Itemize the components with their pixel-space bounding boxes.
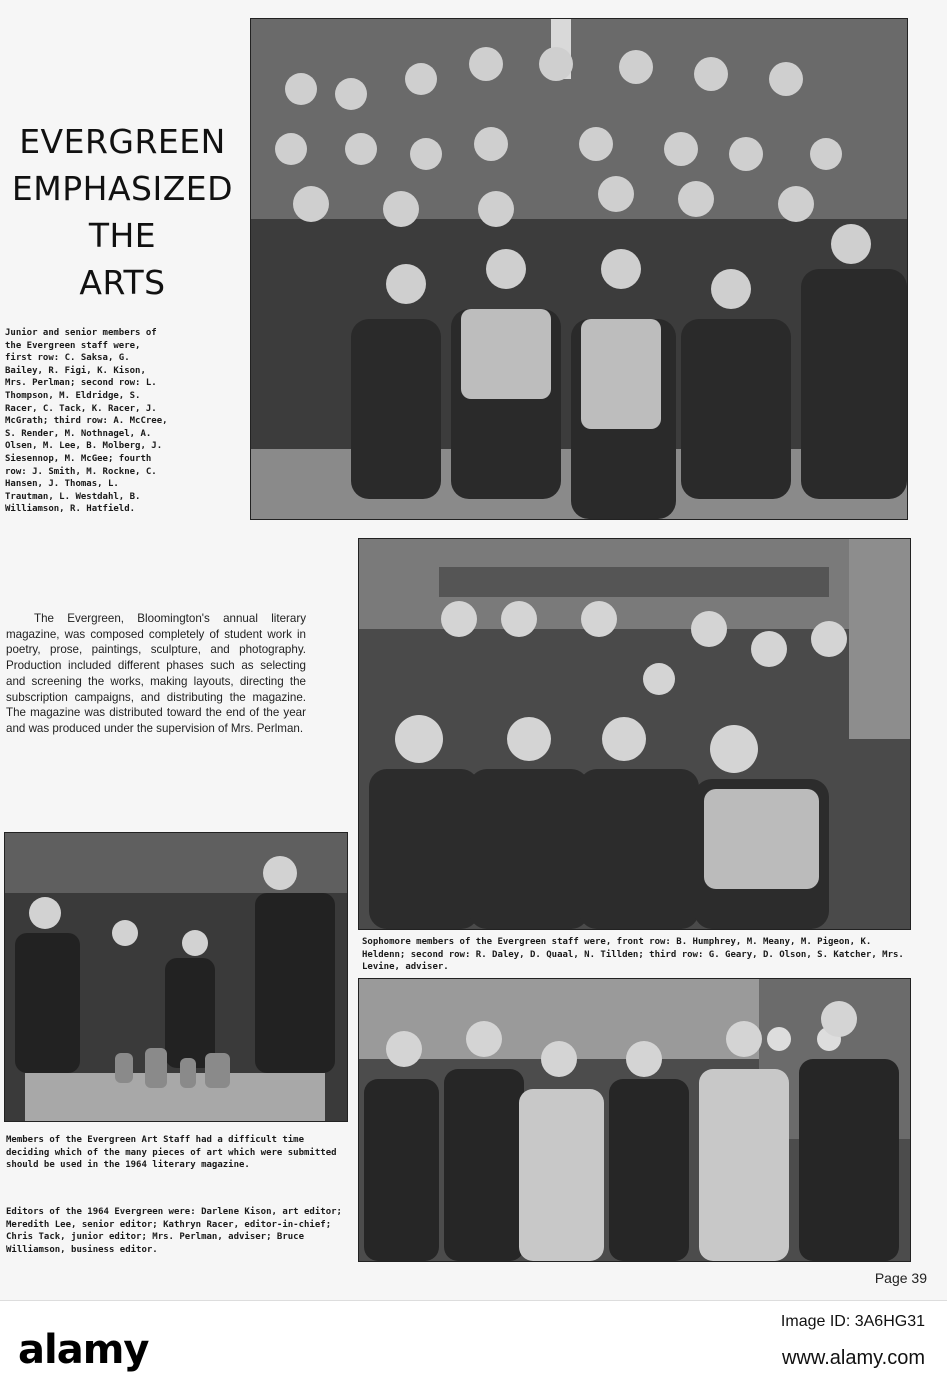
- alamy-logo: alamy: [18, 1327, 149, 1373]
- headline-line-1: EVERGREEN: [19, 122, 226, 161]
- body-paragraph: The Evergreen, Bloomington's annual literary magazine, was composed completely of student work in poetry, prose, paintings, sculpture, and photography. Production included different phases such as selecting and screening the works, making layouts, directing the subscription campaigns, and distributing the magazine. The magazine was distributed toward the end of the year and was produced under the supervision of Mrs. Perlman.: [6, 612, 306, 735]
- stock-footer: [0, 1300, 947, 1391]
- page-number: Page 39: [874, 1270, 927, 1286]
- headline-line-3: THE: [88, 216, 157, 255]
- sophomore-caption: Sophomore members of the Evergreen staff were, front row: B. Humphrey, M. Meany, M. Pigeon, K. Heldenn; second row: R. Daley, D. Quaal, N. Tillden; third row: G. Geary, D. Olson, S. Katcher, Mrs. Levine, adviser.: [362, 937, 904, 973]
- headline-line-4: ARTS: [79, 263, 166, 302]
- editors-caption: Editors of the 1964 Evergreen were: Darlene Kison, art editor; Meredith Lee, senior editor; Kathryn Racer, editor-in-chief; Chris Tack, junior editor; Mrs. Perlman, adviser; Bruce Williamson, business editor.: [6, 1207, 342, 1255]
- art-staff-photo: [4, 832, 348, 1122]
- art-staff-caption: Members of the Evergreen Art Staff had a difficult time deciding which of the many pieces of art which were submitted should be used in the 1964 literary magazine.: [6, 1135, 337, 1171]
- art-staff-illustration: [5, 833, 347, 1121]
- image-id-label: Image ID: 3A6HG31: [780, 1313, 925, 1330]
- site-url: www.alamy.com: [782, 1347, 925, 1369]
- sophomore-photo-illustration: [359, 539, 910, 929]
- group-photo-illustration: [251, 19, 907, 519]
- top-group-caption: Junior and senior members of the Evergreen staff were, first row: C. Saksa, G. Bailey, R. Figi, K. Kison, Mrs. Perlman; second row: L. Thompson, M. Eldridge, S. Racer, C. Tack, K. Racer, J. McGrath; third row: A. McCree, S. Render, M. Nothnagel, A. Olsen, M. Lee, B. Molberg, J. Siesennop, M. McGee; fourth row: J. Smith, M. Rockne, C. Hansen, J. Thomas, L. Trautman, L. Westdahl, B. Williamson, R. Hatfield.: [5, 328, 168, 515]
- top-group-photo: [250, 18, 908, 520]
- page-headline: [0, 118, 245, 306]
- headline-line-2: EMPHASIZED: [11, 169, 234, 208]
- sophomore-group-photo: [358, 538, 911, 930]
- editors-photo: [358, 978, 911, 1262]
- editors-illustration: [359, 979, 910, 1261]
